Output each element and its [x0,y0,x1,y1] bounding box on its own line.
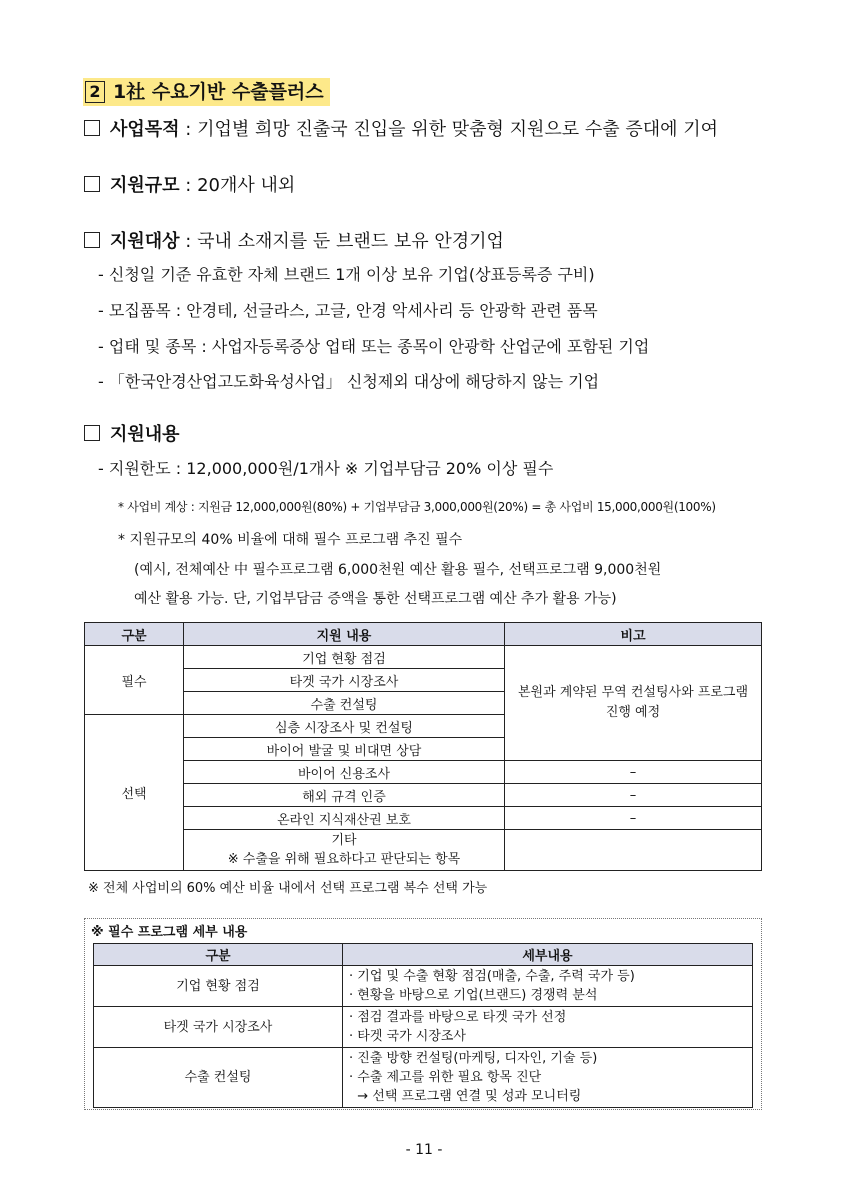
target-item: - 모집품목 : 안경테, 선글라스, 고글, 안경 악세사리 등 안광학 관련 품목 [98,301,598,320]
table-row [85,761,762,784]
other-desc: ※ 수출을 위해 필요하다고 판단되는 항목 [227,852,461,867]
table-cell [184,830,505,871]
table-cell [343,966,753,1007]
section-title-text: 1社 수요기반 수출플러스 [113,81,324,103]
example-note-1: (예시, 전체예산 中 필수프로그램 6,000천원 예산 활용 필수, 선택프로그램 9,000천원 [134,562,662,578]
scale-head: 지원규모 [110,175,180,196]
checkbox-icon [84,232,100,248]
table-cell: 기업 현황 점검 [184,646,505,669]
table-cell: – [505,807,762,830]
table-row [94,966,753,1007]
table-cell: 바이어 신용조사 [184,761,505,784]
table-cell: 수출 컨설팅 [94,1048,343,1108]
table-cell: 바이어 발굴 및 비대면 상담 [184,738,505,761]
table-cell: – [505,784,762,807]
target-head: 지원대상 [110,231,180,252]
table-header: 구분 [85,623,184,646]
group-cell: 선택 [85,715,184,871]
page-number: - 11 - [405,1142,443,1158]
content-head: 지원내용 [110,424,180,445]
table-header: 세부내용 [343,944,753,966]
table-cell: 해외 규격 인증 [184,784,505,807]
table-header: 구분 [94,944,343,966]
detail-line: · 진출 방향 컨설팅(마케팅, 디자인, 기술 등) [349,1051,598,1066]
purpose-head: 사업목적 [110,119,180,140]
table-header: 지원 내용 [184,623,505,646]
other-label: 기타 [331,833,357,848]
section-title [83,78,330,106]
program-table [84,622,762,871]
support-limit: - 지원한도 : 12,000,000원/1개사 ※ 기업부담금 20% 이상 필수 [98,459,554,478]
remark-cell [505,646,762,761]
section-number: 2 [85,81,105,103]
checkbox-icon [84,176,100,192]
table-cell: 타겟 국가 시장조사 [184,669,505,692]
detail-line: · 타겟 국가 시장조사 [349,1029,466,1044]
detail-line: · 현황을 바탕으로 기업(브랜드) 경쟁력 분석 [349,988,598,1003]
table-cell: 온라인 지식재산권 보호 [184,807,505,830]
box-title: ※ 필수 프로그램 세부 내용 [91,925,248,940]
remark-text: 본원과 계약된 무역 컨설팅사와 프로그램 진행 예정 [518,685,749,720]
table-cell: 심층 시장조사 및 컨설팅 [184,715,505,738]
scale-section [84,174,295,198]
table-cell: 기업 현황 점검 [94,966,343,1007]
detail-line: · 기업 및 수출 현황 점검(매출, 수출, 주력 국가 등) [349,969,635,984]
content-section [84,423,180,447]
table-row [85,830,762,871]
table-cell [343,1048,753,1108]
table-cell: 수출 컨설팅 [184,692,505,715]
table-header: 비고 [505,623,762,646]
detail-line: → 선택 프로그램 연결 및 성과 모니터링 [349,1089,582,1104]
table-cell: 타겟 국가 시장조사 [94,1007,343,1048]
required-program-box [84,918,762,1110]
table-footnote: ※ 전체 사업비의 60% 예산 비율 내에서 선택 프로그램 복수 선택 가능 [88,881,488,896]
table-row [85,807,762,830]
budget-note: * 사업비 계상 : 지원금 12,000,000원(80%) + 기업부담금 3,000,000원(20%) = 총 사업비 15,000,000원(100%) [118,500,716,514]
detail-line: · 점검 결과를 바탕으로 타겟 국가 선정 [349,1010,567,1025]
table-row [94,1007,753,1048]
table-cell [343,1007,753,1048]
ratio-note: * 지원규모의 40% 비율에 대해 필수 프로그램 추진 필수 [118,532,463,548]
required-detail-table [93,943,753,1108]
table-row [94,1048,753,1108]
purpose-text: : 기업별 희망 진출국 진입을 위한 맞춤형 지원으로 수출 증대에 기여 [179,119,719,140]
detail-line: · 수출 제고를 위한 필요 항목 진단 [349,1070,542,1085]
target-item: - 업태 및 종목 : 사업자등록증상 업태 또는 종목이 안광학 산업군에 포함된 기업 [98,337,650,356]
target-section [84,230,504,254]
scale-text: : 20개사 내외 [179,175,296,196]
target-text: : 국내 소재지를 둔 브랜드 보유 안경기업 [179,231,504,252]
purpose-section [84,118,718,142]
group-cell: 필수 [85,646,184,715]
table-cell [505,830,762,871]
table-row [85,784,762,807]
table-cell: – [505,761,762,784]
target-item: - 신청일 기준 유효한 자체 브랜드 1개 이상 보유 기업(상표등록증 구비) [98,265,595,284]
checkbox-icon [84,120,100,136]
table-row [85,646,762,669]
table-header-row [85,623,762,646]
example-note-2: 예산 활용 가능. 단, 기업부담금 증액을 통한 선택프로그램 예산 추가 활용 가능) [134,591,617,607]
checkbox-icon [84,425,100,441]
target-item: - 「한국안경산업고도화육성사업」 신청제외 대상에 해당하지 않는 기업 [98,372,600,391]
table-header-row [94,944,753,966]
